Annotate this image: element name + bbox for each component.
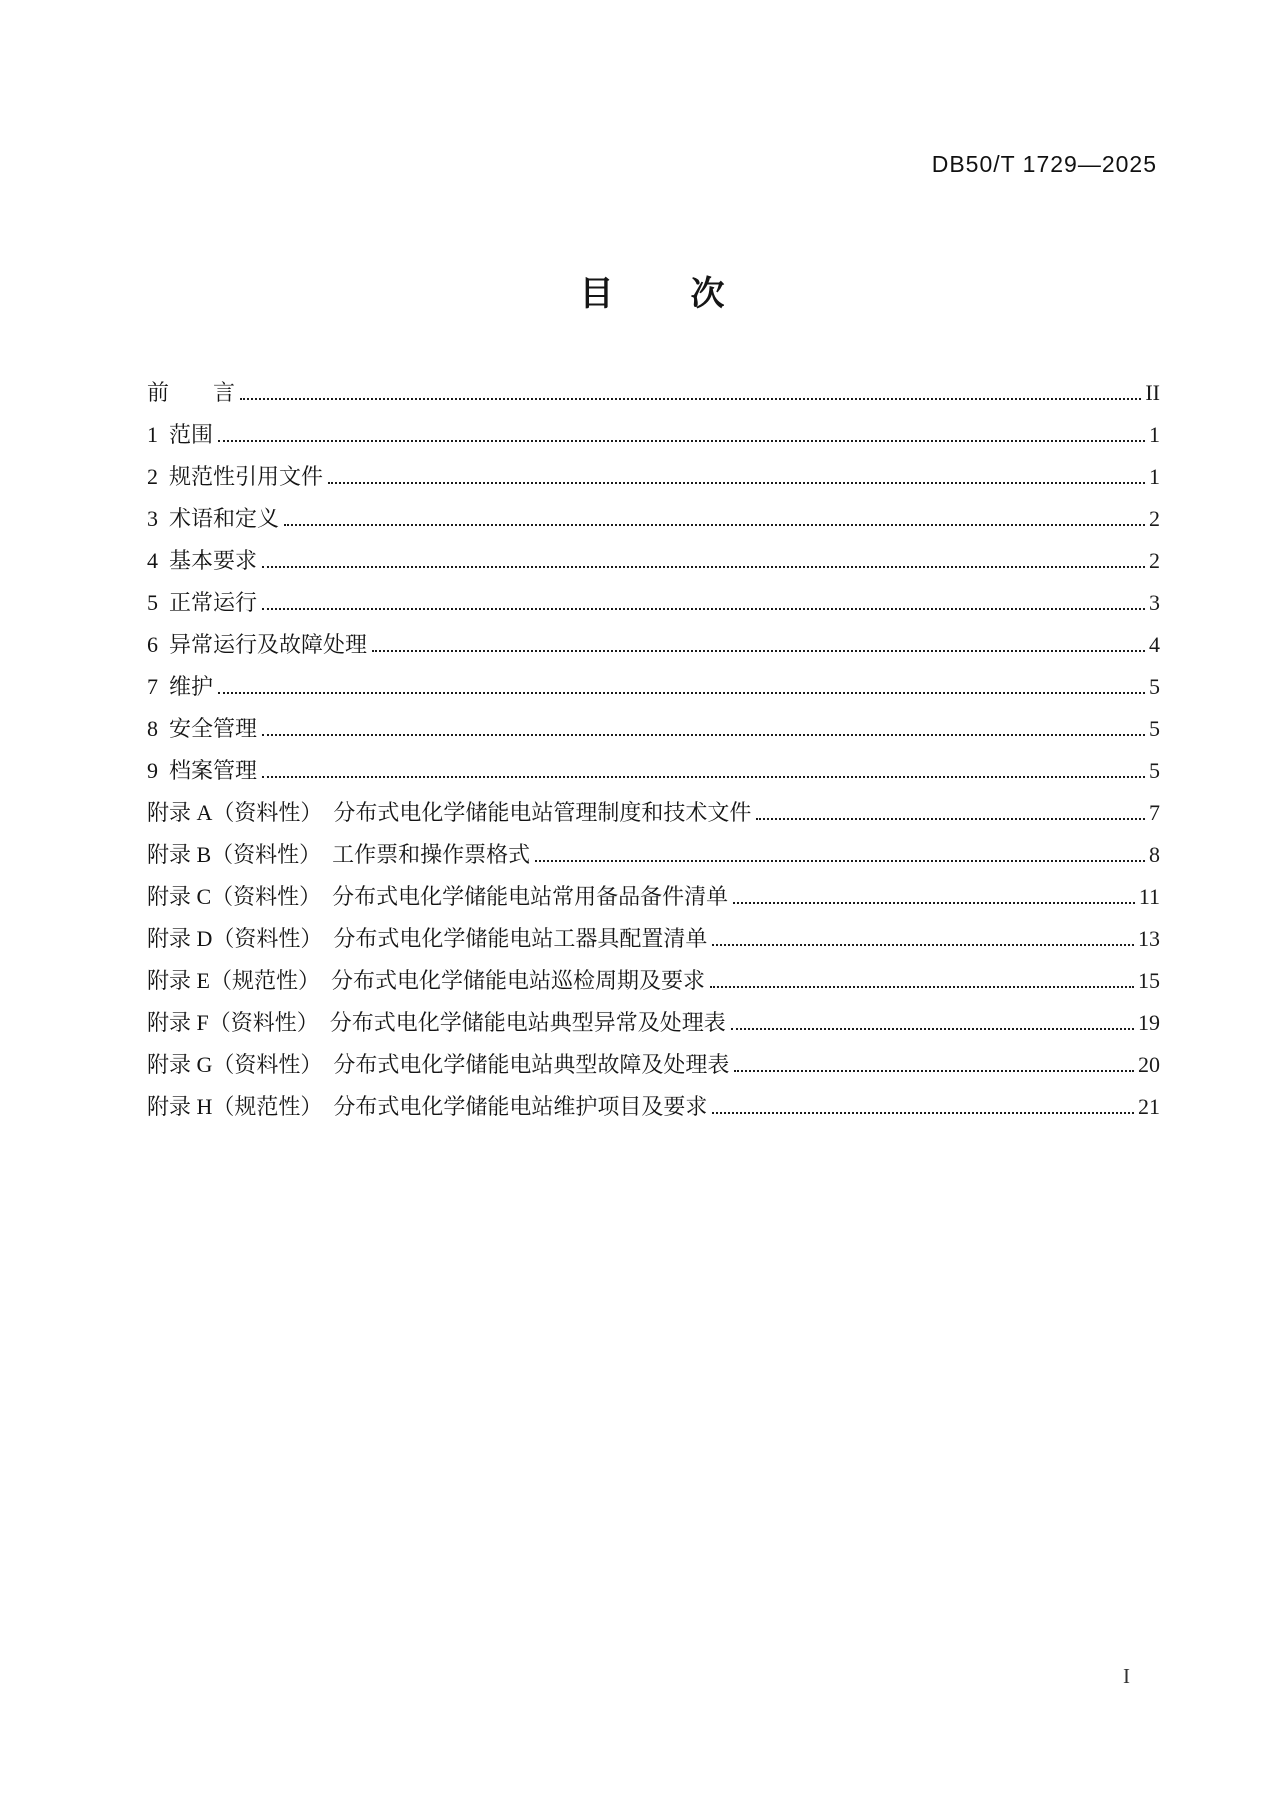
toc-entry-page: 11 [1138,884,1160,909]
toc-list [147,372,1160,1128]
toc-dot-leader [218,692,1145,694]
toc-entry-page: 20 [1138,1052,1160,1077]
toc-entry-label: 9 档案管理 [147,758,258,783]
toc-dot-leader [712,944,1134,946]
toc-entry [147,414,1160,456]
toc-dot-leader [756,818,1145,820]
toc-entry [147,918,1160,960]
toc-entry-page: 13 [1138,926,1160,951]
toc-entry [147,834,1160,876]
toc-entry-page: 5 [1149,716,1160,741]
toc-dot-leader [262,566,1145,568]
toc-entry-page: 15 [1138,968,1160,993]
toc-entry-label: 附录 G（资料性） 分布式电化学储能电站典型故障及处理表 [147,1052,730,1077]
toc-entry [147,666,1160,708]
toc-entry [147,582,1160,624]
toc-entry-page: 4 [1149,632,1160,657]
toc-entry-label: 附录 E（规范性） 分布式电化学储能电站巡检周期及要求 [147,968,705,993]
toc-dot-leader [262,734,1145,736]
toc-dot-leader [328,482,1145,484]
toc-entry-page: 19 [1138,1010,1160,1035]
toc-entry-label: 附录 C（资料性） 分布式电化学储能电站常用备品备件清单 [147,884,729,909]
toc-entry-page: 3 [1149,590,1160,615]
toc-dot-leader [262,608,1145,610]
toc-entry-page: 5 [1149,674,1160,699]
toc-entry-page: 8 [1149,842,1160,867]
footer-page-number: I [1123,1664,1130,1688]
toc-entry-label: 6 异常运行及故障处理 [147,632,368,657]
toc-entry-page: 2 [1149,506,1160,531]
toc-dot-leader [734,1070,1134,1072]
toc-entry [147,540,1160,582]
toc-entry-label: 1 范围 [147,422,214,447]
toc-entry [147,372,1160,414]
toc-entry [147,960,1160,1002]
toc-entry [147,1002,1160,1044]
toc-dot-leader [710,986,1134,988]
toc-entry-label: 附录 D（资料性） 分布式电化学储能电站工器具配置清单 [147,926,708,951]
toc-entry-label: 8 安全管理 [147,716,258,741]
toc-entry-label: 5 正常运行 [147,590,258,615]
toc-entry-page: 7 [1149,800,1160,825]
toc-dot-leader [372,650,1145,652]
toc-entry-page: 2 [1149,548,1160,573]
toc-entry-label: 附录 A（资料性） 分布式电化学储能电站管理制度和技术文件 [147,800,752,825]
toc-entry-label: 2 规范性引用文件 [147,464,324,489]
toc-dot-leader [284,524,1145,526]
toc-entry [147,456,1160,498]
toc-entry [147,624,1160,666]
toc-dot-leader [535,860,1145,862]
toc-entry [147,1086,1160,1128]
toc-dot-leader [262,776,1145,778]
toc-entry-label: 前 言 [147,380,236,405]
standard-doc-number: DB50/T 1729—2025 [931,151,1157,177]
toc-entry [147,792,1160,834]
toc-entry-page: II [1145,380,1160,405]
toc-dot-leader [712,1112,1134,1114]
toc-entry-label: 3 术语和定义 [147,506,280,531]
toc-entry-label: 4 基本要求 [147,548,258,573]
toc-entry [147,708,1160,750]
page-title: 目 次 [579,275,728,313]
toc-entry [147,1044,1160,1086]
toc-entry [147,498,1160,540]
toc-entry [147,750,1160,792]
toc-entry [147,876,1160,918]
toc-entry-label: 附录 B（资料性） 工作票和操作票格式 [147,842,531,867]
toc-entry-label: 7 维护 [147,674,214,699]
toc-entry-label: 附录 F（资料性） 分布式电化学储能电站典型异常及处理表 [147,1010,726,1035]
toc-entry-page: 1 [1149,422,1160,447]
toc-entry-label: 附录 H（规范性） 分布式电化学储能电站维护项目及要求 [147,1094,708,1119]
toc-dot-leader [731,1028,1134,1030]
toc-dot-leader [733,902,1135,904]
toc-dot-leader [218,440,1145,442]
toc-entry-page: 21 [1138,1094,1160,1119]
toc-entry-page: 5 [1149,758,1160,783]
toc-entry-page: 1 [1149,464,1160,489]
toc-dot-leader [240,398,1141,400]
